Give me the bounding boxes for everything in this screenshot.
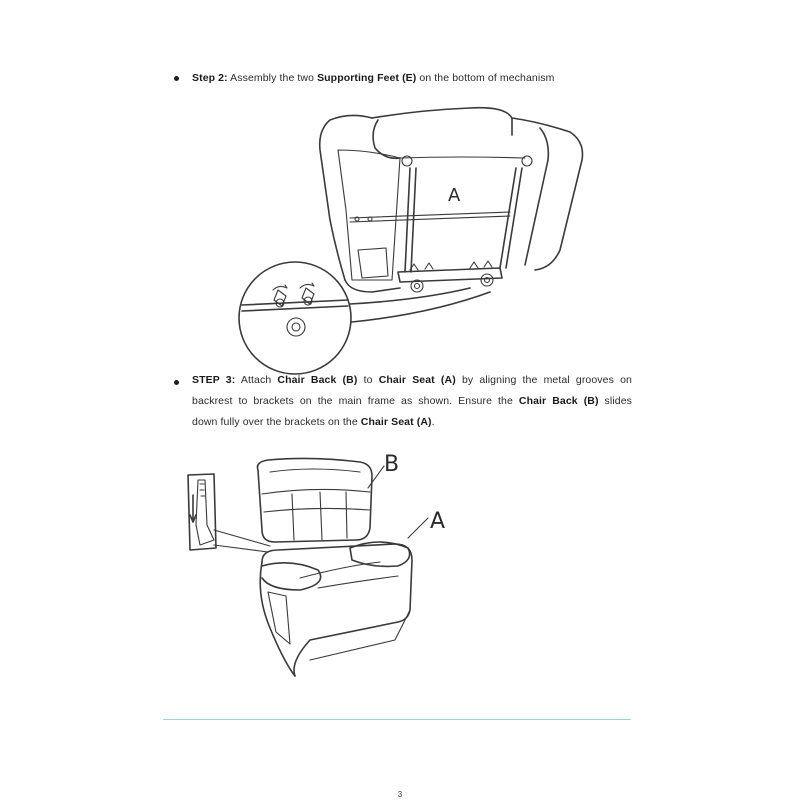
page-number: 3 [397,790,403,799]
step3-l3-bold: Chair Seat (A) [360,416,432,428]
step3-l2-bold: Chair Back (B) [518,395,599,407]
step2-bold1: Supporting Feet (E) [317,72,417,84]
figure2-label-a: A [430,509,446,534]
step3-label: STEP 3: [192,374,236,386]
step3-l2-text: backrest to brackets on the main frame as shown. Ensure the [192,395,519,407]
step2-text2: on the bottom of mechanism [416,72,555,84]
step2-label: Step 2: [192,72,228,84]
step3-l1-text2: to [357,374,379,386]
figure1-label-a: A [448,185,461,206]
step3-l1-text3: by aligning the metal grooves on [455,374,632,386]
step3-l3-text1: down fully over the brackets on the [192,416,361,428]
step3-l1-text1: Attach [235,374,278,386]
figure2-label-b: B [384,452,400,477]
step3-l2-text2: slides [598,395,633,407]
step3-l1-bold1: Chair Back (B) [277,374,358,386]
step2-text1: Assembly the two [227,72,318,84]
footer-divider [163,719,631,720]
step3-l3-text2: . [431,416,435,428]
step3-l1-bold2: Chair Seat (A) [378,374,456,386]
